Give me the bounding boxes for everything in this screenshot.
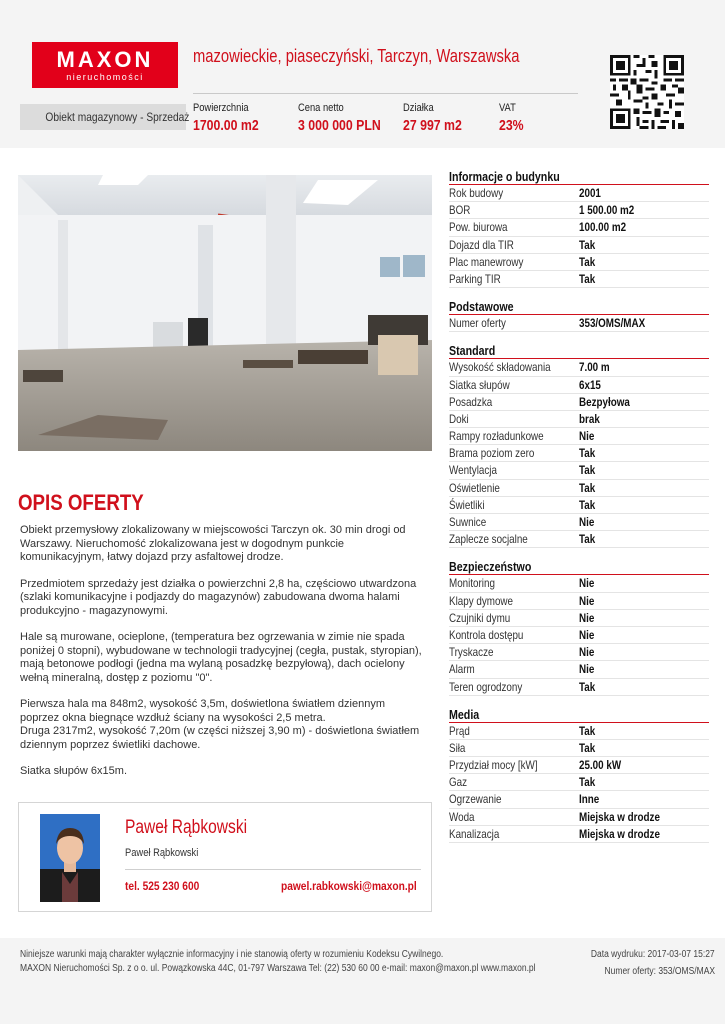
agent-subtitle: Paweł Rąbkowski <box>125 847 199 859</box>
section-title <box>449 342 709 359</box>
detail-row <box>449 394 709 411</box>
detail-row <box>449 679 709 696</box>
detail-label: Kontrola dostępu <box>449 627 524 642</box>
section-title-label: Informacje o budynku <box>449 169 560 184</box>
detail-row <box>449 185 709 202</box>
detail-value: 7.00 m <box>579 360 610 375</box>
detail-row <box>449 740 709 757</box>
agent-name: Paweł Rąbkowski <box>125 817 248 838</box>
detail-row <box>449 359 709 376</box>
detail-row <box>449 377 709 394</box>
detail-label: Posadzka <box>449 394 493 409</box>
location-heading: mazowieckie, piaseczyński, Tarczyn, Warszawska <box>193 46 520 66</box>
section-title-label: Bezpieczeństwo <box>449 559 532 575</box>
detail-row <box>449 514 709 531</box>
detail-label: Ogrzewanie <box>449 792 502 807</box>
agent-divider <box>125 869 421 870</box>
detail-row <box>449 202 709 219</box>
section-title <box>449 706 709 723</box>
detail-value: Tak <box>579 271 596 286</box>
detail-row <box>449 411 709 428</box>
description-paragraph: Przedmiotem sprzedaży jest działka o powierzchni 2,8 ha, częściowo utwardzona (szlaki komunikacyjne i podjazdy do magazynów) zabudowana dwoma halami produkcyjno - magazynowymi. <box>20 577 417 617</box>
detail-row <box>449 757 709 774</box>
detail-label: Pow. biurowa <box>449 220 508 235</box>
detail-row <box>449 445 709 462</box>
detail-row <box>449 428 709 445</box>
detail-value: Miejska w drodze <box>579 809 660 824</box>
details-panel <box>449 168 709 843</box>
detail-label: Zaplecze socjalne <box>449 532 528 547</box>
detail-row <box>449 531 709 548</box>
detail-value: Bezpyłowa <box>579 394 630 409</box>
description-body <box>20 524 425 792</box>
footer-offer-number: Numer oferty: 353/OMS/MAX <box>604 966 715 977</box>
stat-price <box>298 102 399 134</box>
detail-row <box>449 791 709 808</box>
detail-label: BOR <box>449 203 471 218</box>
header <box>0 0 725 148</box>
offer-type-badge <box>20 104 190 130</box>
detail-value: Nie <box>579 662 595 677</box>
description-title: OPIS OFERTY <box>18 490 144 515</box>
detail-label: Siatka słupów <box>449 377 510 392</box>
detail-label: Wysokość składowania <box>449 360 551 375</box>
footer-disclaimer: Niniejsze warunki mają charakter wyłącznie informacyjny i nie stanowią oferty w rozumieniu Kodeksu Cywilnego. <box>20 949 444 960</box>
detail-value: Nie <box>579 576 595 591</box>
detail-value: Tak <box>579 497 596 512</box>
detail-row <box>449 627 709 644</box>
detail-row <box>449 254 709 271</box>
detail-value: Tak <box>579 740 596 755</box>
footer-print-date: Data wydruku: 2017-03-07 15:27 <box>591 949 715 960</box>
detail-label: Gaz <box>449 775 468 790</box>
detail-label: Siła <box>449 740 466 755</box>
detail-label: Czujniki dymu <box>449 610 511 625</box>
logo-tagline: nieruchomości <box>66 72 144 82</box>
stat-label: VAT <box>499 102 516 114</box>
stat-value: 27 997 m2 <box>403 117 462 134</box>
detail-value: Tak <box>579 480 596 495</box>
detail-row <box>449 237 709 254</box>
maxon-logo[interactable] <box>32 42 178 88</box>
detail-value: Nie <box>579 627 595 642</box>
detail-value: Tak <box>579 723 596 738</box>
detail-value: Nie <box>579 429 595 444</box>
description-line: Pierwsza hala ma 848m2, wysokość 3,5m, doświetlona światłem dziennym poprzez okna biegnące wzdłuż ściany na wysokości 2,5 metra. <box>20 698 385 724</box>
stat-area <box>193 102 273 134</box>
detail-row <box>449 644 709 661</box>
detail-value: Tak <box>579 463 596 478</box>
detail-label: Suwnice <box>449 515 487 529</box>
detail-row <box>449 480 709 497</box>
stat-value: 1700.00 m2 <box>193 117 259 134</box>
qr-code-icon[interactable] <box>610 55 684 129</box>
detail-row <box>449 774 709 791</box>
detail-value: Nie <box>579 610 595 625</box>
detail-value: Tak <box>579 679 596 694</box>
detail-label: Monitoring <box>449 576 495 591</box>
header-divider <box>193 93 578 94</box>
agent-phone-link[interactable]: tel. 525 230 600 <box>125 879 200 893</box>
detail-row <box>449 219 709 236</box>
detail-value: 6x15 <box>579 377 601 392</box>
detail-value: Nie <box>579 515 595 529</box>
section-gap <box>449 332 709 342</box>
section-gap <box>449 548 709 558</box>
detail-label: Rok budowy <box>449 186 504 200</box>
detail-value: Tak <box>579 254 596 269</box>
detail-label: Oświetlenie <box>449 480 500 495</box>
section-title <box>449 168 709 185</box>
detail-row <box>449 809 709 826</box>
detail-value: Tak <box>579 446 596 461</box>
detail-value: Nie <box>579 593 595 608</box>
footer-company: MAXON Nieruchomości Sp. z o o. ul. Powązkowska 44C, 01-797 Warszawa Tel: (22) 530 60 00 e-mail: maxon@maxon.pl www.maxon.pl <box>20 963 536 974</box>
detail-value: 353/OMS/MAX <box>579 316 646 331</box>
stat-label: Cena netto <box>298 102 344 114</box>
section-gap <box>449 288 709 298</box>
detail-label: Wentylacja <box>449 463 497 478</box>
stat-label: Działka <box>403 102 434 114</box>
detail-label: Kanalizacja <box>449 826 500 841</box>
section-gap <box>449 696 709 706</box>
detail-label: Doki <box>449 411 469 426</box>
section-title <box>449 558 709 575</box>
section-title-label: Podstawowe <box>449 299 514 315</box>
detail-row <box>449 497 709 514</box>
detail-value: brak <box>579 411 600 426</box>
detail-row <box>449 271 709 288</box>
detail-label: Przydział mocy [kW] <box>449 758 538 773</box>
detail-label: Świetliki <box>449 497 485 512</box>
detail-label: Alarm <box>449 662 475 677</box>
section-title-label: Media <box>449 706 480 722</box>
detail-row <box>449 661 709 678</box>
detail-value: 1 500.00 m2 <box>579 203 635 218</box>
detail-row <box>449 462 709 479</box>
detail-label: Dojazd dla TIR <box>449 237 514 252</box>
agent-avatar <box>40 814 100 902</box>
stat-value: 23% <box>499 117 524 134</box>
stat-value: 3 000 000 PLN <box>298 117 381 134</box>
detail-value: 25.00 kW <box>579 758 622 773</box>
detail-label: Tryskacze <box>449 645 494 660</box>
detail-label: Prąd <box>449 723 470 738</box>
footer <box>0 938 725 1024</box>
description-paragraph: Siatka słupów 6x15m. <box>20 765 127 777</box>
detail-value: Miejska w drodze <box>579 826 660 841</box>
detail-row <box>449 315 709 332</box>
detail-value: Nie <box>579 645 595 660</box>
agent-email-link[interactable]: pawel.rabkowski@maxon.pl <box>281 879 417 893</box>
stat-label: Powierzchnia <box>193 102 249 114</box>
description-paragraph: Obiekt przemysłowy zlokalizowany w miejscowości Tarczyn ok. 30 min drogi od Warszawy. Nieruchomość zlokalizowana jest w dogodnym punkcie komunikacyjnym, łatwy dojazd przy asfaltowej drodze. <box>20 524 406 563</box>
detail-label: Klapy dymowe <box>449 593 513 608</box>
detail-label: Teren ogrodzony <box>449 679 523 694</box>
description-paragraph <box>20 698 425 752</box>
detail-row <box>449 723 709 740</box>
offer-type-label: Obiekt magazynowy - Sprzedaż <box>45 110 190 124</box>
detail-label: Numer oferty <box>449 316 506 331</box>
detail-value: Tak <box>579 775 596 790</box>
section-title-label: Standard <box>449 343 496 359</box>
detail-label: Woda <box>449 809 475 824</box>
section-title <box>449 298 709 315</box>
detail-row <box>449 610 709 627</box>
detail-row <box>449 593 709 610</box>
detail-label: Parking TIR <box>449 271 501 286</box>
agent-card <box>18 802 432 912</box>
detail-value: 100.00 m2 <box>579 220 627 235</box>
detail-label: Rampy rozładunkowe <box>449 429 544 444</box>
detail-label: Plac manewrowy <box>449 254 524 269</box>
detail-value: Tak <box>579 532 596 547</box>
detail-label: Brama poziom zero <box>449 446 535 461</box>
detail-value: 2001 <box>579 186 601 200</box>
warehouse-photo[interactable] <box>18 175 432 451</box>
detail-value: Inne <box>579 792 600 807</box>
stat-vat <box>499 102 529 134</box>
description-paragraph: Hale są murowane, ocieplone, (temperatura bez ogrzewania w zimie nie spada poniżej 0 stopni), wybudowane w technologii tradycyjnej (cegła, pustak, styropian), mają betonowe podłogi (jedna ma wylaną posadzkę bezpyłową), dach ocielony wełną mineralną, dostęp z poziomu "0". <box>20 631 422 684</box>
detail-row <box>449 826 709 843</box>
detail-row <box>449 575 709 592</box>
detail-value: Tak <box>579 237 596 252</box>
description-line: Druga 2317m2, wysokość 7,20m (w części niższej 3,90 m) - doświetlona światłem dziennym poprzez świetliki dachowe. <box>20 725 420 751</box>
stat-plot <box>403 102 475 134</box>
logo-brand: MAXON <box>56 47 154 72</box>
